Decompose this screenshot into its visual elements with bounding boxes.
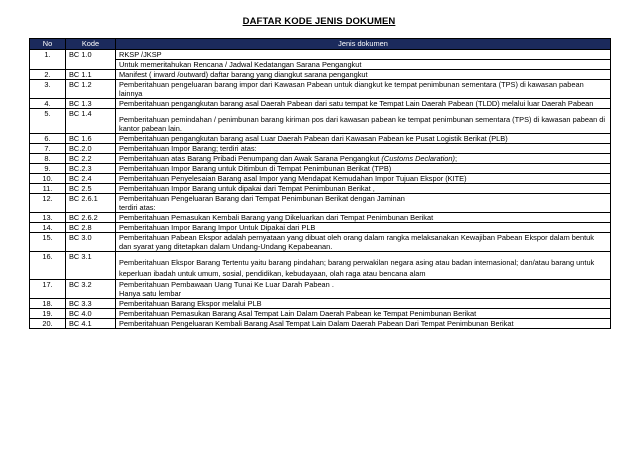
- document-description-cell: [116, 154, 611, 164]
- document-code: BC 1.4: [66, 109, 116, 134]
- table-row: [30, 280, 611, 299]
- document-code: BC 2.8: [66, 223, 116, 233]
- document-description: Pemberitahuan pengeluaran barang impor dari Kawasan Pabean untuk diangkut ke tempat penimbunan sementara (TPS) di kawasan pabean lainnya: [116, 80, 611, 99]
- column-header-code: Kode: [66, 39, 116, 50]
- document-description-italic: (Customs Declaration): [381, 154, 455, 163]
- document-code: BC 4.0: [66, 309, 116, 319]
- row-number: 6.: [30, 134, 66, 144]
- document-description: RKSP /JKSP: [116, 50, 611, 60]
- document-description: Pemberitahuan Ekspor Barang Tertentu yaitu barang pindahan; barang perwakilan negara asing atau badan internasional; dan/atau barang untuk keperluan ibadah untuk umum, sosial, pendidikan, kebudayaan, olah raga atau bencana alam: [119, 258, 595, 278]
- document-description: Pemberitahuan Pengeluaran Kembali Barang Asal Tempat Lain Dalam Daerah Pabean Dari Tempat Penimbunan Berikat: [116, 319, 611, 329]
- document-code: BC 1.3: [66, 99, 116, 109]
- document-code: BC 1.0: [66, 50, 116, 70]
- document-description: Pemberitahuan Barang Ekspor melalui PLB: [116, 299, 611, 309]
- document-code: BC 3.0: [66, 233, 116, 252]
- table-row: [30, 50, 611, 60]
- row-number: 17.: [30, 280, 66, 299]
- document-code: BC.2.0: [66, 144, 116, 154]
- document-code: BC 3.3: [66, 299, 116, 309]
- row-number: 9.: [30, 164, 66, 174]
- page-title: DAFTAR KODE JENIS DOKUMEN: [242, 16, 396, 27]
- document-code: BC 2.2: [66, 154, 116, 164]
- table-row: [30, 80, 611, 99]
- table-row: [30, 299, 611, 309]
- table-row: [30, 223, 611, 233]
- document-code: BC 2.4: [66, 174, 116, 184]
- document-description: Pemberitahuan Pemasukan Kembali Barang yang Dikeluarkan dari Tempat Penimbunan Berikat: [116, 213, 611, 223]
- table-row: [30, 70, 611, 80]
- document-description-cell: [116, 194, 611, 213]
- table-row: [30, 60, 611, 70]
- document-description: Pemberitahuan Impor Barang untuk Ditimbun di Tempat Penimbunan Berikat (TPB): [116, 164, 611, 174]
- document-description: Pemberitahuan Impor Barang Impor Untuk Dipakai dari PLB: [116, 223, 611, 233]
- document-description-tail: ;: [454, 154, 458, 163]
- document-description: Pemberitahuan pengangkutan barang asal Luar Daerah Pabean dari Kawasan Pabean ke Pusat Logistik Berikat (PLB): [116, 134, 611, 144]
- table-row: [30, 252, 611, 280]
- row-number: 19.: [30, 309, 66, 319]
- row-number: 2.: [30, 70, 66, 80]
- document-code: BC 3.1: [66, 252, 116, 280]
- document-code: BC 2.6.1: [66, 194, 116, 213]
- row-number: 5.: [30, 109, 66, 134]
- document-code: BC 2.5: [66, 184, 116, 194]
- document-description: Pemberitahuan Pembawaan Uang Tunai Ke Luar Darah Pabean .: [119, 280, 334, 289]
- row-number: 11.: [30, 184, 66, 194]
- column-header-description: Jenis dokumen: [116, 39, 611, 50]
- row-number: 4.: [30, 99, 66, 109]
- row-number: 18.: [30, 299, 66, 309]
- document-description-detail: Untuk memeritahukan Rencana / Jadwal Kedatangan Sarana Pengangkut: [116, 60, 611, 70]
- table-row: [30, 99, 611, 109]
- document-code: BC 1.6: [66, 134, 116, 144]
- document-description-cell: [116, 109, 611, 134]
- table-row: [30, 144, 611, 154]
- document-description: Pemberitahuan Pemasukan Barang Asal Tempat Lain Dalam Daerah Pabean ke Tempat Penimbunan Berikat: [116, 309, 611, 319]
- table-row: [30, 164, 611, 174]
- row-number: 14.: [30, 223, 66, 233]
- row-number: 13.: [30, 213, 66, 223]
- document-description: Pemberitahuan Impor Barang; terdiri atas:: [116, 144, 611, 154]
- table-row: [30, 309, 611, 319]
- document-description: Pemberitahuan pengangkutan barang asal Daerah Pabean dari satu tempat ke Tempat Lain Daerah Pabean (TLDD) melalui luar Daerah Pabean: [116, 99, 611, 109]
- row-number: 3.: [30, 80, 66, 99]
- document-code: BC 3.2: [66, 280, 116, 299]
- document-description-detail: terdiri atas:: [119, 203, 156, 212]
- row-number: 16.: [30, 252, 66, 280]
- document-code-table: [29, 38, 611, 329]
- document-description: Pemberitahuan atas Barang Pribadi Penumpang dan Awak Sarana Pengangkut: [119, 154, 382, 163]
- row-number: 20.: [30, 319, 66, 329]
- document-code: BC 1.2: [66, 80, 116, 99]
- document-description: Pemberitahuan pemindahan / penimbunan barang kiriman pos dari kawasan pabean ke tempat penimbunan sementara (TPS) di kawasan pabean di kantor pabean lain.: [119, 115, 606, 133]
- table-row: [30, 134, 611, 144]
- document-code: BC.2.3: [66, 164, 116, 174]
- document-description-detail: Hanya satu lembar: [119, 289, 182, 298]
- document-description: Manifest ( inward /outward) daftar barang yang diangkut sarana pengangkut: [116, 70, 611, 80]
- document-description-cell: [116, 252, 611, 280]
- row-number: 7.: [30, 144, 66, 154]
- row-number: 10.: [30, 174, 66, 184]
- column-header-no: No: [30, 39, 66, 50]
- table-row: [30, 233, 611, 252]
- document-code: BC 1.1: [66, 70, 116, 80]
- document-description: Pemberitahuan Penyelesaian Barang asal Impor yang Mendapat Kemudahan Impor Tujuan Ekspor (KITE): [116, 174, 611, 184]
- row-number: 15.: [30, 233, 66, 252]
- table-row: [30, 194, 611, 213]
- table-row: [30, 109, 611, 134]
- document-code: BC 2.6.2: [66, 213, 116, 223]
- table-row: [30, 154, 611, 164]
- document-description: Pemberitahuan Impor Barang untuk dipakai dari Tempat Penimbunan Berikat ,: [116, 184, 611, 194]
- table-header: [30, 39, 611, 50]
- row-number: 12.: [30, 194, 66, 213]
- table-row: [30, 319, 611, 329]
- document-description: Pemberitahuan Pabean Ekspor adalah pernyataan yang dibuat oleh orang dalam rangka melaksanakan Kewajiban Pabean Ekspor dalam bentuk dan syarat yang ditetapkan dalam Undang-Undang Kepabeanan.: [116, 233, 611, 252]
- row-number: 1.: [30, 50, 66, 70]
- row-number: 8.: [30, 154, 66, 164]
- table-row: [30, 174, 611, 184]
- document-description: Pemberitahuan Pengeluaran Barang dari Tempat Penimbunan Berikat dengan Jaminan: [119, 194, 405, 203]
- table-row: [30, 213, 611, 223]
- document-description-cell: [116, 280, 611, 299]
- table-body: [30, 50, 611, 329]
- table-row: [30, 184, 611, 194]
- document-code: BC 4.1: [66, 319, 116, 329]
